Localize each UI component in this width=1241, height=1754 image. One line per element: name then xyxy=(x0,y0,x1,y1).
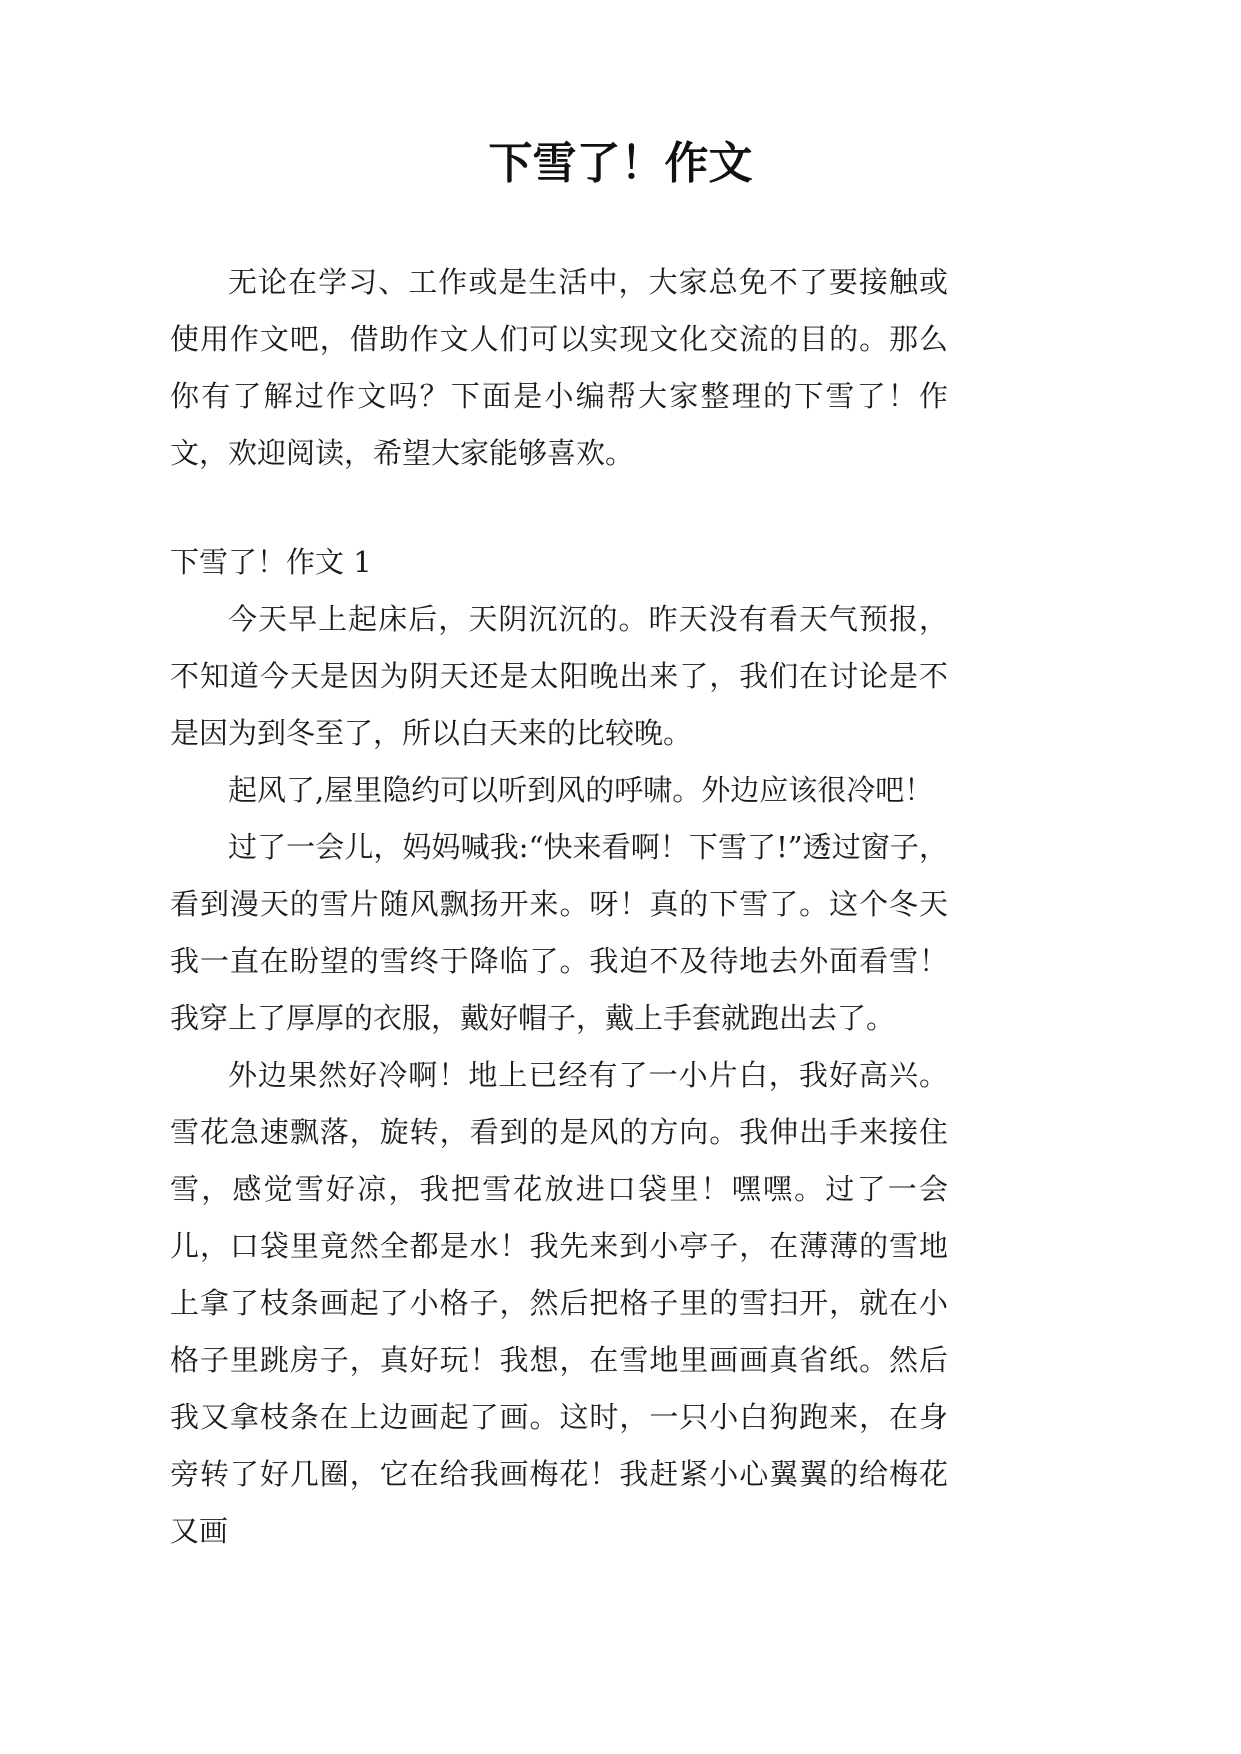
body-paragraph: 起风了,屋里隐约可以听到风的呼啸。外边应该很冷吧！ xyxy=(228,773,934,807)
section-spacer xyxy=(170,482,948,534)
intro-paragraph: 无论在学习、工作或是生活中，大家总免不了要接触或使用作文吧，借助作文人们可以实现文化交流的目的。那么你有了解过作文吗？下面是小编帮大家整理的下雪了！作文，欢迎阅读，希望大家能够喜欢。 xyxy=(170,265,948,470)
body-paragraph: 过了一会儿，妈妈喊我:“快来看啊！下雪了!”透过窗子，看到漫天的雪片随风飘扬开来。呀！真的下雪了。这个冬天我一直在盼望的雪终于降临了。我迫不及待地去外面看雪！我穿上了厚厚的衣服，戴好帽子，戴上手套就跑出去了。 xyxy=(170,830,948,1035)
body-paragraph: 外边果然好冷啊！地上已经有了一小片白，我好高兴。雪花急速飘落，旋转，看到的是风的方向。我伸出手来接住雪，感觉雪好凉，我把雪花放进口袋里！嘿嘿。过了一会儿，口袋里竟然全都是水！我先来到小亭子，在薄薄的雪地上拿了枝条画起了小格子，然后把格子里的雪扫开，就在小格子里跳房子，真好玩！我想，在雪地里画画真省纸。然后我又拿枝条在上边画起了画。这时，一只小白狗跑来，在身旁转了好几圈，它在给我画梅花！我赶紧小心翼翼的给梅花又画 xyxy=(170,1058,948,1548)
document-title: 下雪了！作文 xyxy=(488,138,753,189)
body-paragraph: 今天早上起床后，天阴沉沉的。昨天没有看天气预报，不知道今天是因为阴天还是太阳晚出来了，我们在讨论是不是因为到冬至了，所以白天来的比较晚。 xyxy=(170,602,948,750)
section-heading: 下雪了！作文 1 xyxy=(170,545,372,579)
document-body xyxy=(170,254,948,1560)
